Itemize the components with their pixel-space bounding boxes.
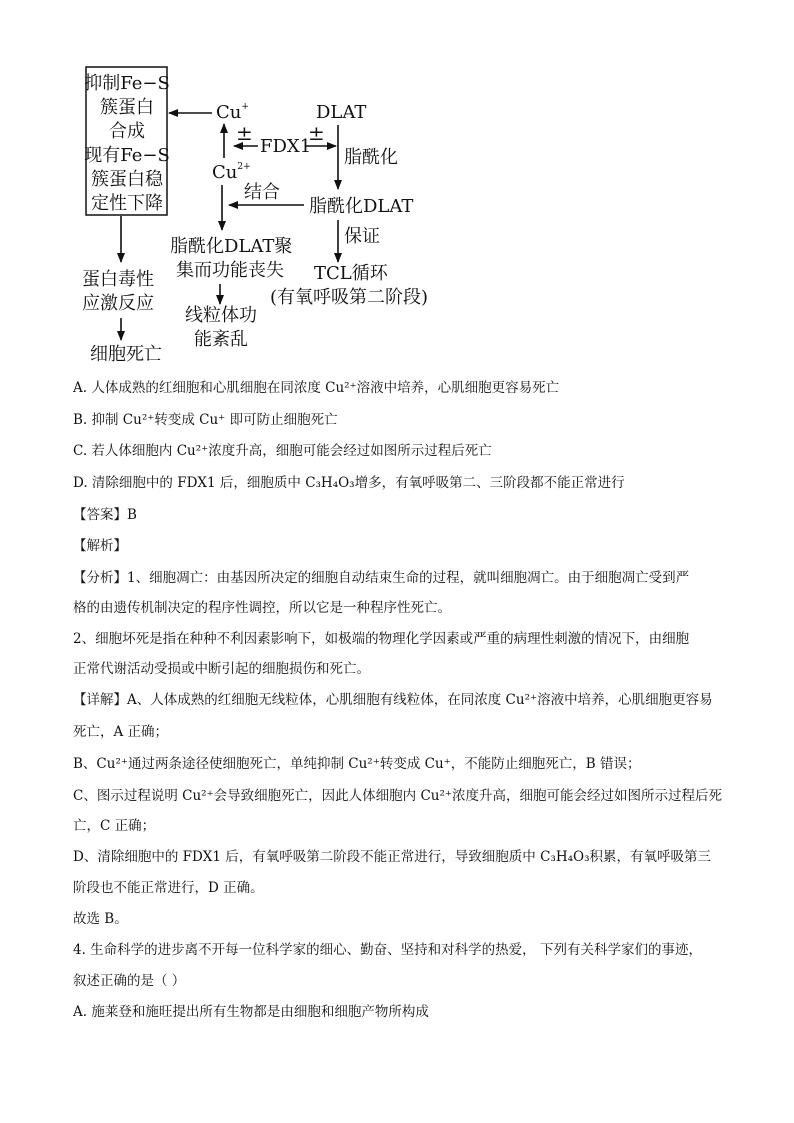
box-line-6: 定性下降 (91, 193, 163, 214)
detail-p3a: 【详解】A、人体成熟的红细胞无线粒体，心肌细胞有线粒体，在同浓度 Cu²⁺溶液中培养，心肌细胞更容易 (73, 692, 713, 708)
plus-minus-right: ± (308, 121, 325, 145)
box-line-2: 簇蛋白 (100, 97, 154, 118)
question-4-option-a: A. 施莱登和施旺提出所有生物都是由细胞和细胞产物所构成 (73, 1004, 429, 1020)
stress-line-2: 应激反应 (82, 293, 154, 314)
mito-line-2: 能紊乱 (194, 329, 248, 350)
dlat-label: DLAT (316, 102, 367, 123)
analysis-p2a: 2、细胞坏死是指在种种不利因素影响下，如极端的物理化学因素或严重的病理性刺激的情况下，由细胞 (73, 631, 690, 647)
cu-plus-label: Cu+ (216, 102, 249, 123)
option-b: B. 抑制 Cu²⁺转变成 Cu⁺ 即可防止细胞死亡 (73, 412, 338, 428)
option-a: A. 人体成熟的红细胞和心肌细胞在同浓度 Cu²⁺溶液中培养，心肌细胞更容易死亡 (73, 380, 560, 396)
detail-p3b: 死亡，A 正确； (73, 724, 169, 740)
stress-line-1: 蛋白毒性 (82, 269, 154, 290)
aggregation-line-2: 集而功能丧失 (176, 260, 284, 281)
bind-label: 结合 (244, 182, 280, 203)
analysis-p2b: 正常代谢活动受损或中断引起的细胞损伤和死亡。 (73, 661, 370, 677)
guarantee-label: 保证 (344, 226, 380, 247)
aggregation-line-1: 脂酰化DLAT聚 (170, 236, 293, 257)
analysis-p1b: 格的由遗传机制决定的程序性调控，所以它是一种程序性死亡。 (73, 600, 451, 616)
tcl-note: (有氧呼吸第二阶段) (270, 287, 429, 308)
detail-p7: 故选 B。 (73, 911, 128, 927)
lipoyl-dlat-label: 脂酰化DLAT (309, 196, 414, 217)
question-4-line-2: 叙述正确的是（ ） (73, 973, 186, 989)
detail-p6a: D、清除细胞中的 FDX1 后，有氧呼吸第二阶段不能正常进行，导致细胞质中 C₃H₄O₃积累，有氧呼吸第三 (73, 849, 711, 865)
cu2-label: $Cu^{2+}$ (212, 162, 251, 183)
analysis-p1a: 【分析】1、细胞凋亡：由基因所决定的细胞自动结束生命的过程，就叫细胞凋亡。由于细胞凋亡受到严 (73, 570, 690, 586)
detail-p4: B、Cu²⁺通过两条途径使细胞死亡，单纯抑制 Cu²⁺转变成 Cu⁺，不能防止细胞死亡，B 错误； (73, 756, 641, 772)
detail-p5b: 亡，C 正确； (73, 818, 156, 834)
analysis-header: 【解析】 (73, 538, 127, 554)
box-line-3: 合成 (109, 121, 145, 142)
plus-minus-left: ± (236, 121, 253, 145)
detail-p6b: 阶段也不能正常进行，D 正确。 (73, 880, 264, 896)
box-line-1: 抑制Fe−S (84, 73, 170, 94)
cell-death-label: 细胞死亡 (90, 344, 162, 365)
fdx1-label: FDX1 (260, 136, 312, 157)
answer: 【答案】B (73, 507, 137, 523)
cuproptosis-diagram (0, 0, 794, 370)
option-d: D. 清除细胞中的 FDX1 后，细胞质中 C₃H₄O₃增多，有氧呼吸第二、三阶段都不能正常进行 (73, 475, 625, 491)
box-line-4: 现有Fe−S (84, 145, 170, 166)
option-c: C. 若人体细胞内 Cu²⁺浓度升高，细胞可能会经过如图所示过程后死亡 (73, 443, 492, 459)
box-line-5: 簇蛋白稳 (91, 169, 163, 190)
detail-p5a: C、图示过程说明 Cu²⁺会导致细胞死亡，因此人体细胞内 Cu²⁺浓度升高，细胞可能会经过如图所示过程后死 (73, 788, 723, 804)
tcl-label: TCL循环 (314, 263, 388, 284)
question-4-line-1: 4. 生命科学的进步离不开每一位科学家的细心、勤奋、坚持和对科学的热爱， 下列有关科学家们的事迹， (73, 942, 702, 958)
mito-line-1: 线粒体功 (185, 305, 257, 326)
lipoylation-label: 脂酰化 (344, 147, 398, 168)
